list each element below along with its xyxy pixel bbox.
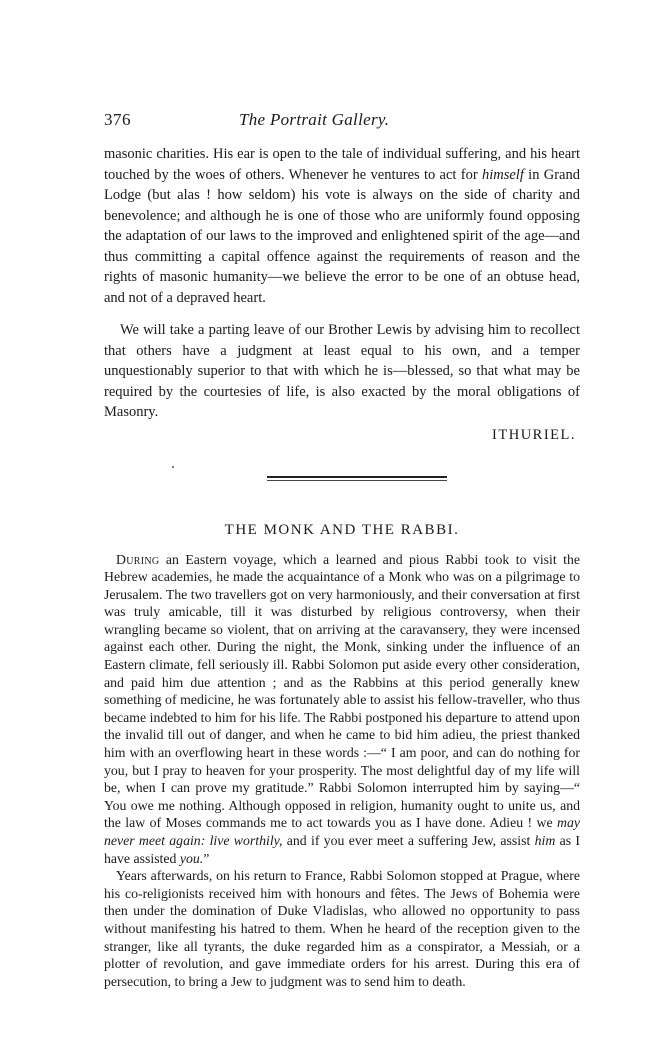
italic-run: may never meet again: live worthily, [104,815,580,848]
article-body [104,551,580,991]
page-number: 376 [104,110,131,129]
text-run: in Grand Lodge (but alas ! how seldom) his vote is always on the side of charity and benevolence; and although he is one of those who are uniformly found opposing the adaptation of our laws to the improved and enlightened spirit of the age—and thus committing a capital offence against the requirements of reason and the rights of masonic humanity—we believe the error to be one of an obtuse head, and not of a depraved heart. [104,166,580,306]
text-run: as I have assisted [104,833,580,866]
paragraph: Years afterwards, on his return to France, Rabbi Solomon stopped at Prague, where his co-religionists received him with honours and fêtes. The Jews of Bohemia were then under the domination of Duke Vladislas, who allowed no opportunity to pass without manifesting his hatred to them. When he heard of the reception given to the stranger, like all tyrants, the duke regarded him as a conspirator, a Messiah, or a plotter of revolution, and gave immediate orders for his arrest. During this era of persecution, to bring a Jew to judgment was to send him to death. [104,868,580,989]
text-run: and if you ever meet a suffering Jew, assist [282,833,535,848]
italic-run: him [534,833,556,848]
paragraph: We will take a parting leave of our Brother Lewis by advising him to recollect that others have a judgment at least equal to his own, and a temper unquestionably superior to that with which he is—blessed, so that what may be required by the courtesies of life, is also exacted by the moral obligations of Masonry. [104,322,580,420]
section-divider [267,476,447,481]
text-run: masonic charities. His ear is open to the tale of individual suffering, and his heart touched by the woes of others. Whenever he ventures to act for [104,146,580,183]
print-speck [172,466,174,468]
portrait-section [104,144,580,444]
text-run: an Eastern voyage, which a learned and pious Rabbi took to visit the Hebrew academies, he made the acquaintance of a Monk who was on a pilgrimage to Jerusalem. The two travellers got on very harmoniously, and their conversation at first was truly amicable, till it was disturbed by religious controversy, when their wrangling became so violent, that on arriving at the caravansery, they were incensed against each other. During the night, the Monk, sinking under the influence of an Eastern climate, fell seriously ill. Rabbi Solomon put aside every other consideration, and paid him due attention ; and as the Rabbins at this period generally knew something of medicine, he was fortunately able to assist his fellow-traveller, who thus became indebted to him for his life. The Rabbi postponed his departure to attend upon the invalid till out of danger, and when he came to bid him adieu, the priest thanked him with an overflowing heart in these words :—“ I am poor, and can do nothing for you, but I pray to heaven for your prosperity. The most delightful day of my life will be, when I can prove my gratitude.” Rabbi Solomon interrupted him by saying—“ You owe me nothing. Although opposed in religion, humanity ought to unite us, and the law of Moses commands me to act towards you as I have done. Adieu ! we [104,551,580,831]
text-run: ” [203,850,210,866]
italic-run: you. [179,850,204,866]
author-signature: ITHURIEL. [492,426,576,443]
paragraph [104,551,580,868]
italic-run: himself [481,166,524,183]
running-title: The Portrait Gallery. [239,110,390,129]
lead-word: During [116,551,160,567]
running-head [104,110,580,130]
paragraph [104,144,580,308]
article-title: THE MONK AND THE RABBI. [224,521,460,538]
